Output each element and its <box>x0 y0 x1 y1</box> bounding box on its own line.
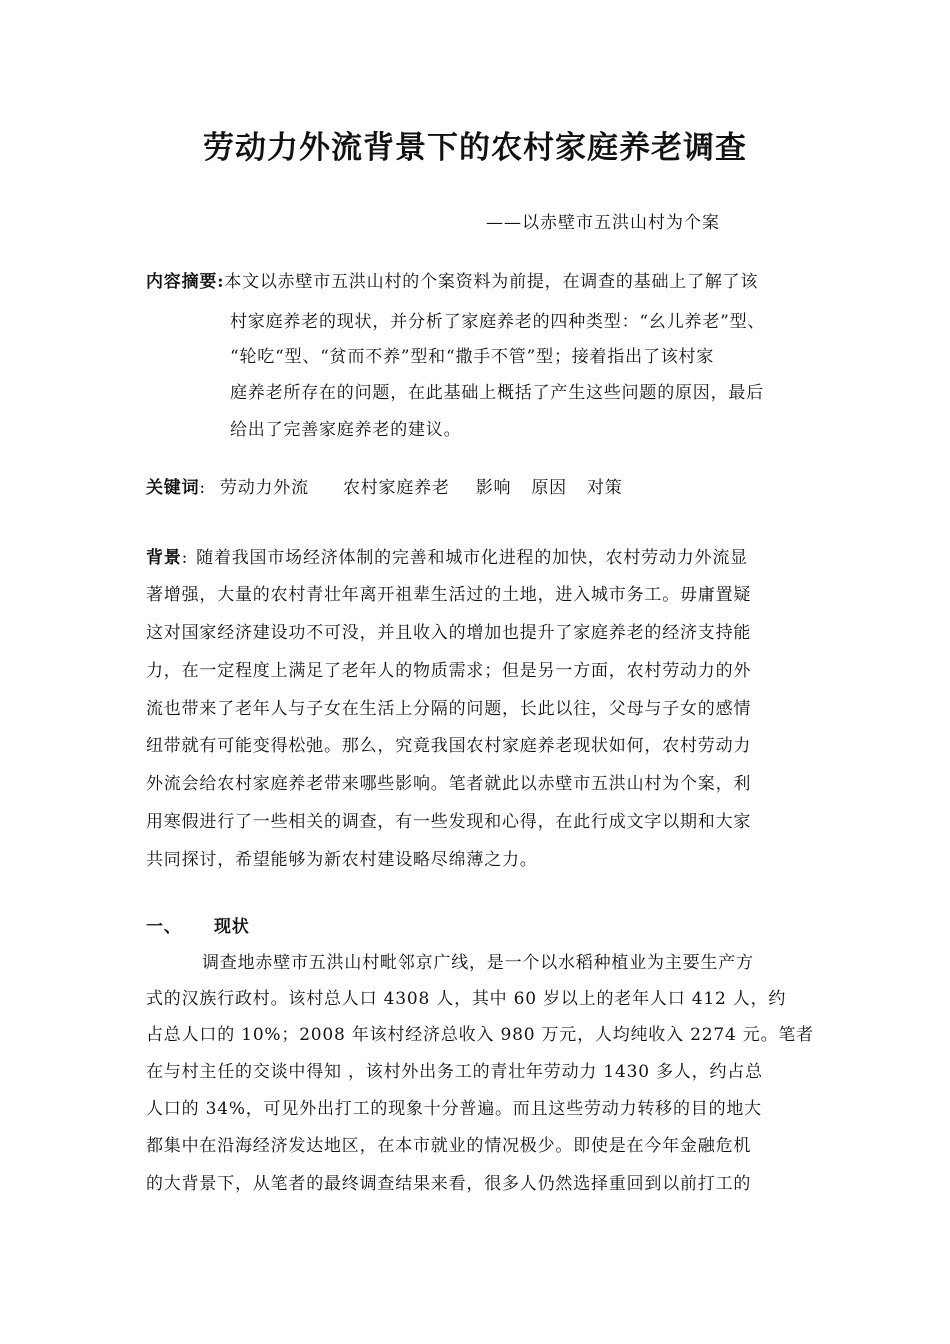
abstract-line: “轮吃“型、“贫而不养”型和“撒手不管”型；接着指出了该村家 <box>230 347 715 367</box>
keywords-label: 关键词 <box>146 478 200 498</box>
background-line: 著增强，大量的农村青壮年离开祖辈生活过的土地，进入城市务工。毋庸置疑 <box>146 585 752 605</box>
section-paragraph-line: 的大背景下，从笔者的最终调查结果来看，很多人仍然选择重回到以前打工的 <box>146 1174 752 1194</box>
background-label: 背景 <box>146 548 182 568</box>
keyword: 农村家庭养老 <box>342 478 450 498</box>
abstract-colon: : <box>217 272 225 292</box>
background-line: 流也带来了老年人与子女在生活上分隔的问题，长此以往，父母与子女的感情 <box>146 699 752 719</box>
keyword: 影响 <box>475 478 512 498</box>
section-number: 一、 <box>146 917 182 937</box>
background-line: 外流会给农村家庭养老带来哪些影响。笔者就此以赤壁市五洪山村为个案，利 <box>146 774 752 794</box>
document-subtitle: ——以赤壁市五洪山村为个案 <box>486 213 720 233</box>
background-line: 力，在一定程度上满足了老年人的物质需求；但是另一方面，农村劳动力的外 <box>146 661 752 681</box>
background-line: 共同探讨，希望能够为新农村建设略尽绵薄之力。 <box>146 850 538 870</box>
background-line: 纽带就有可能变得松弛。那么，究竟我国农村家庭养老现状如何，农村劳动力 <box>146 736 752 756</box>
abstract-label: 内容摘要 <box>146 272 218 292</box>
section-paragraph-line: 在与村主任的交谈中得知 ，该村外出务工的青壮年劳动力 1430 多人，约占总 <box>146 1062 763 1082</box>
section-paragraph-line: 人口的 34%，可见外出打工的现象十分普遍。而且这些劳动力转移的目的地大 <box>146 1099 762 1119</box>
keywords-line <box>146 476 623 500</box>
abstract-line: 本文以赤壁市五洪山村的个案资料为前提，在调查的基础上了解了该 <box>224 272 759 292</box>
background-colon: : <box>181 548 189 568</box>
keyword: 劳动力外流 <box>219 478 309 498</box>
section-heading: 现状 <box>214 917 250 937</box>
keyword: 对策 <box>586 478 623 498</box>
keywords-colon: : <box>199 478 206 498</box>
background-line: 这对国家经济建设功不可没，并且收入的增加也提升了家庭养老的经济支持能 <box>146 623 752 643</box>
abstract-line: 庭养老所存在的问题，在此基础上概括了产生这些问题的原因，最后 <box>230 383 764 403</box>
background-line: 随着我国市场经济体制的完善和城市化进程的加快，农村劳动力外流显 <box>196 548 748 568</box>
section-paragraph-line: 占总人口的 10%；2008 年该村经济总收入 980 万元，人均纯收入 2274 元。笔者 <box>146 1025 814 1045</box>
abstract-line: 给出了完善家庭养老的建议。 <box>230 420 462 440</box>
keyword: 原因 <box>531 478 567 498</box>
background-first-line <box>146 546 748 570</box>
background-line: 用寒假进行了一些相关的调查，有一些发现和心得，在此行成文字以期和大家 <box>146 812 752 832</box>
abstract-line: 村家庭养老的现状，并分析了家庭养老的四种类型：“幺儿养老”型、 <box>230 312 766 332</box>
abstract-first-line <box>146 270 758 294</box>
section-paragraph-line: 都集中在沿海经济发达地区，在本市就业的情况极少。即使是在今年金融危机 <box>146 1136 752 1156</box>
document-title: 劳动力外流背景下的农村家庭养老调查 <box>203 130 747 166</box>
section-paragraph-line: 调查地赤壁市五洪山村毗邻京广线，是一个以水稻种植业为主要生产方 <box>202 953 754 973</box>
section-paragraph-line: 式的汉族行政村。该村总人口 4308 人，其中 60 岁以上的老年人口 412 人，约 <box>146 989 787 1009</box>
